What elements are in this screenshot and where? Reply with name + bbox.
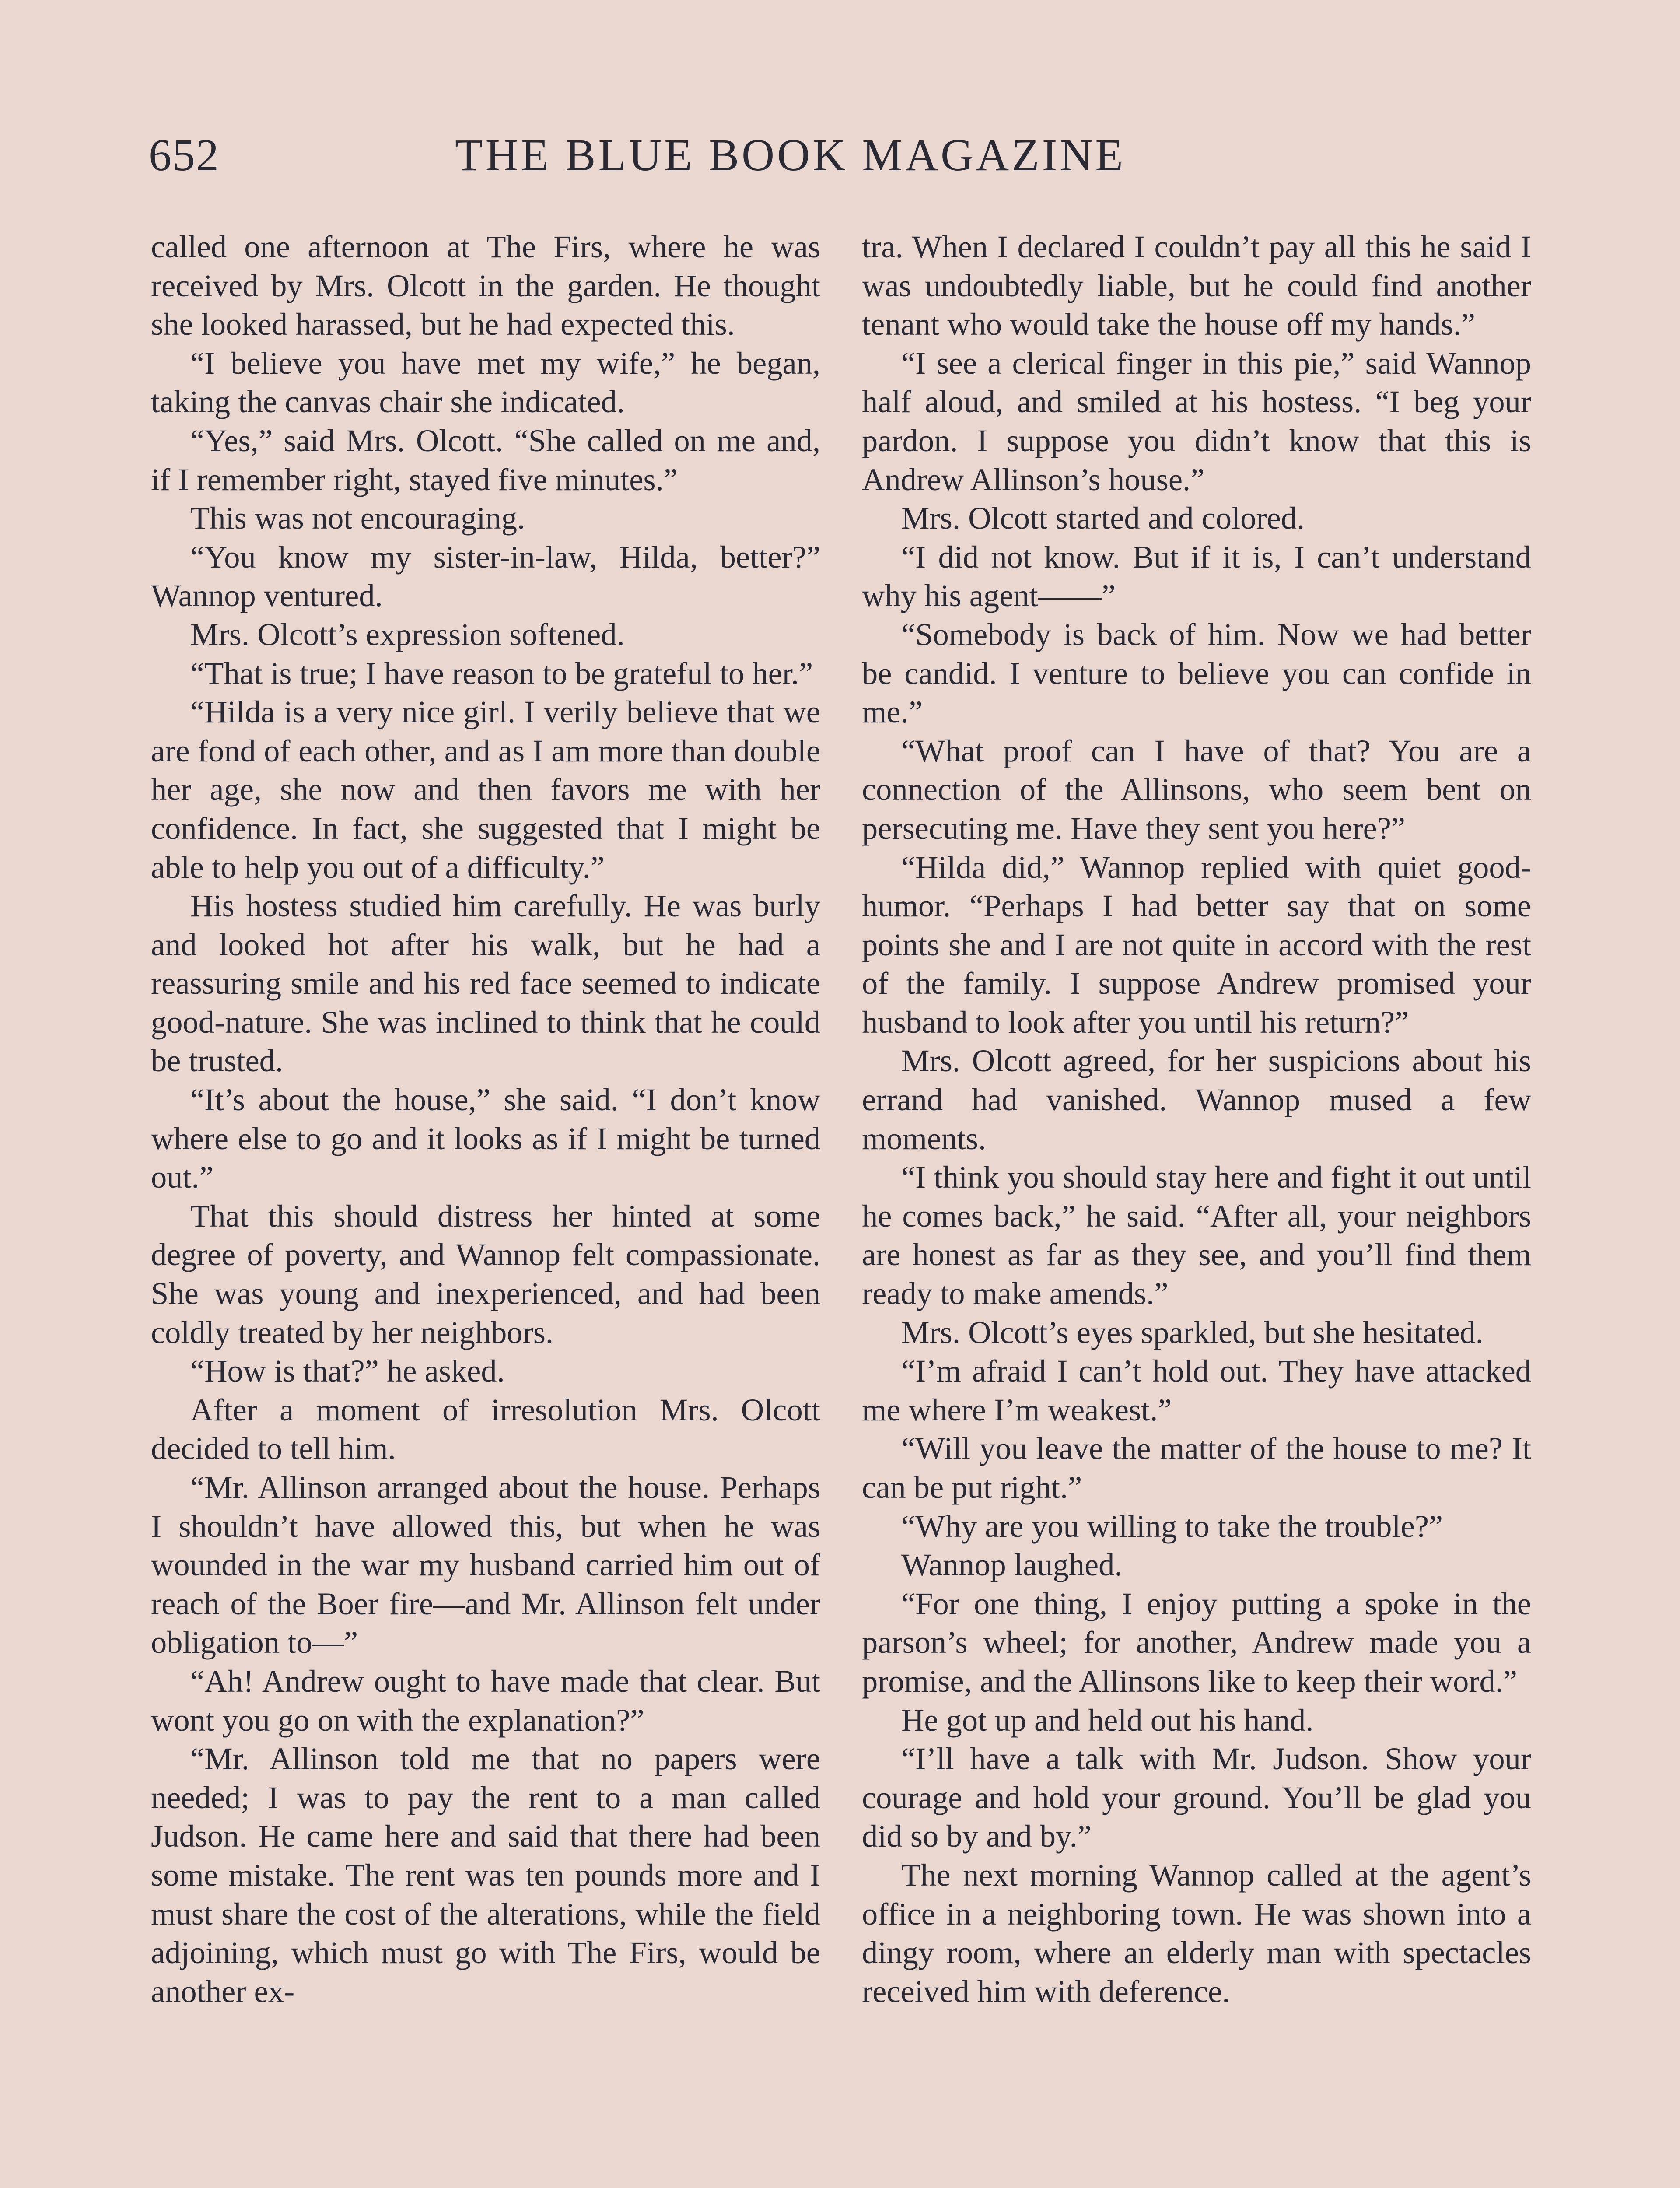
paragraph: Mrs. Olcott agreed, for her suspicions about his errand had vanished. Wannop mused a few moments.: [862, 1043, 1531, 1156]
paragraph: “I’m afraid I can’t hold out. They have attacked me where I’m weakest.”: [862, 1353, 1531, 1427]
paragraph: After a moment of irresolution Mrs. Olcott decided to tell him.: [151, 1392, 820, 1466]
left-column: [151, 228, 820, 2011]
paragraph: “What proof can I have of that? You are a connection of the Allinsons, who seem bent on persecuting me. Have they sent you here?”: [862, 733, 1531, 846]
magazine-title: THE BLUE BOOK MAGAZINE: [455, 130, 1126, 180]
paragraph: “It’s about the house,” she said. “I don’t know where else to go and it looks as if I might be turned out.”: [151, 1082, 820, 1195]
paragraph: “Somebody is back of him. Now we had better be candid. I venture to believe you can confide in me.”: [862, 616, 1531, 730]
paragraph: “Mr. Allinson arranged about the house. Perhaps I shouldn’t have allowed this, but when he was wounded in the war my husband carried him out of reach of the Boer fire—and Mr. Allinson felt under obligation to—”: [151, 1469, 820, 1660]
paragraph: “Yes,” said Mrs. Olcott. “She called on me and, if I remember right, stayed five minutes.”: [151, 422, 820, 497]
paragraph: He got up and held out his hand.: [901, 1702, 1314, 1738]
paragraph: tra. When I declared I couldn’t pay all this he said I was undoubtedly liable, but he could find another tenant who would take the house off my hands.”: [862, 229, 1531, 342]
paragraph: Wannop laughed.: [901, 1547, 1123, 1583]
paragraph: This was not encouraging.: [190, 500, 525, 536]
paragraph: Mrs. Olcott started and colored.: [901, 500, 1305, 536]
paragraph: “I think you should stay here and fight it out until he comes back,” he said. “After all, your neighbors are honest as far as they see, and you’ll find them ready to make amends.”: [862, 1159, 1531, 1311]
right-column: [862, 228, 1531, 2011]
paragraph: “How is that?” he asked.: [190, 1353, 505, 1389]
paragraph: “Will you leave the matter of the house to me? It can be put right.”: [862, 1431, 1531, 1505]
paragraph: “I did not know. But if it is, I can’t understand why his agent——”: [862, 539, 1531, 614]
paragraph: “That is true; I have reason to be grateful to her.”: [190, 655, 813, 691]
paragraph: His hostess studied him carefully. He was burly and looked hot after his walk, but he had a reassuring smile and his red face seemed to indicate good-nature. She was inclined to think that he could be trusted.: [151, 888, 820, 1079]
paragraph: “You know my sister-in-law, Hilda, better?” Wannop ventured.: [151, 539, 820, 614]
paragraph: Mrs. Olcott’s eyes sparkled, but she hesitated.: [901, 1314, 1484, 1350]
paragraph: “Hilda is a very nice girl. I verily believe that we are fond of each other, and as I am more than double her age, she now and then favors me with her confidence. In fact, she suggested that I might be able to help you out of a difficulty.”: [151, 694, 820, 885]
paragraph: The next morning Wannop called at the agent’s office in a neighboring town. He was shown into a dingy room, where an elderly man with spectacles received him with deference.: [862, 1857, 1531, 2009]
paragraph: “Mr. Allinson told me that no papers were needed; I was to pay the rent to a man called Judson. He came here and said that there had been some mistake. The rent was ten pounds more and I must share the cost of the alterations, while the field adjoining, which must go with The Firs, would be another ex-: [151, 1741, 820, 2009]
paragraph: Mrs. Olcott’s expression softened.: [190, 616, 625, 652]
paragraph: “For one thing, I enjoy putting a spoke in the parson’s wheel; for another, Andrew made you a promise, and the Allinsons like to keep their word.”: [862, 1585, 1531, 1699]
paragraph: That this should distress her hinted at some degree of poverty, and Wannop felt compassionate. She was young and inexperienced, and had been coldly treated by her neighbors.: [151, 1198, 820, 1350]
page-number: 652: [149, 130, 220, 180]
running-head: [149, 125, 1540, 186]
paragraph: “I see a clerical finger in this pie,” said Wannop half aloud, and smiled at his hostess. “I beg your pardon. I suppose you didn’t know that this is Andrew Allinson’s house.”: [862, 345, 1531, 497]
paragraph: “Hilda did,” Wannop replied with quiet good-humor. “Perhaps I had better say that on some points she and I are not quite in accord with the rest of the family. I suppose Andrew promised your husband to look after you until his return?”: [862, 849, 1531, 1040]
paragraph: called one afternoon at The Firs, where he was received by Mrs. Olcott in the garden. He thought she looked harassed, but he had expected this.: [151, 229, 820, 342]
paragraph: “I’ll have a talk with Mr. Judson. Show your courage and hold your ground. You’ll be glad you did so by and by.”: [862, 1741, 1531, 1854]
paragraph: “I believe you have met my wife,” he began, taking the canvas chair she indicated.: [151, 345, 820, 420]
paragraph: “Why are you willing to take the trouble?”: [901, 1508, 1443, 1544]
paragraph: “Ah! Andrew ought to have made that clear. But wont you go on with the explanation?”: [151, 1663, 820, 1738]
